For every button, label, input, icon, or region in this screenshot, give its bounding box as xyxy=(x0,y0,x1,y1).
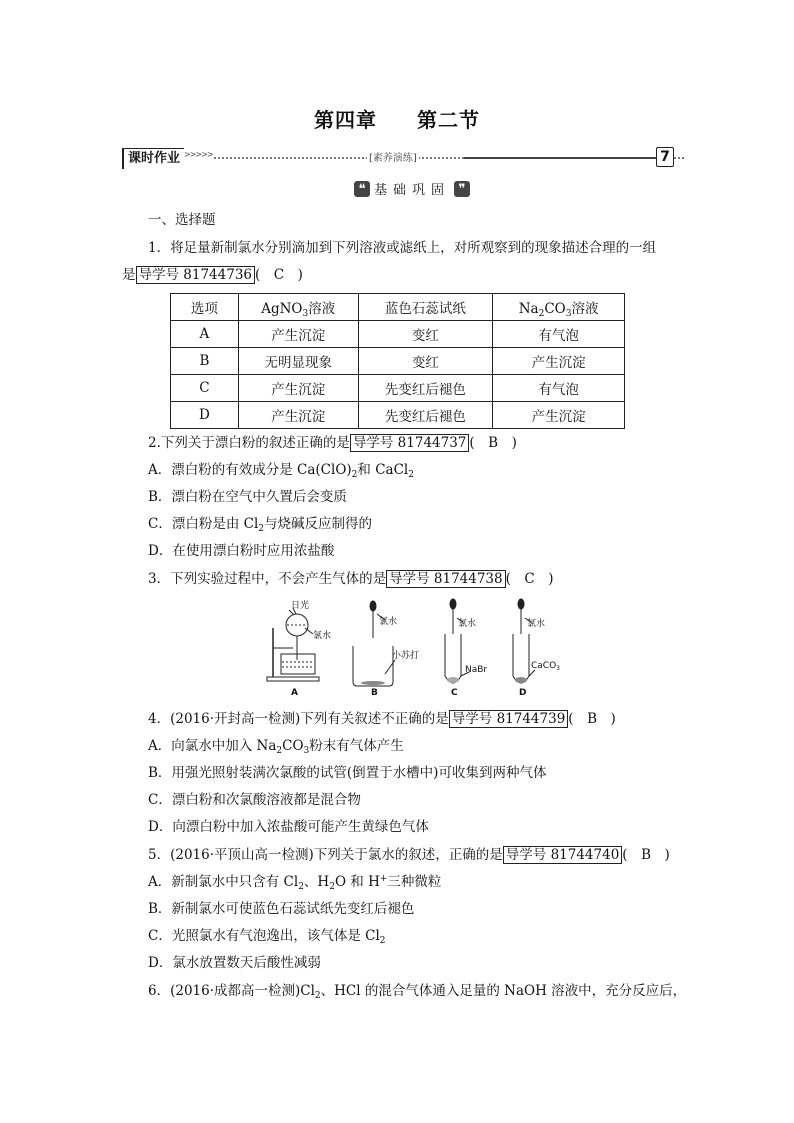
q2-answer: ( B ) xyxy=(469,435,517,451)
q5-option-a: A．新制氯水中只含有 $Cl_2$、$H_2O$ 和 H+三种微粒 xyxy=(148,874,442,892)
table-cell: 无明显现象 xyxy=(238,348,358,375)
fig-label-chlorine-water: 氯水 xyxy=(458,619,477,629)
fig-label-nabr: NaBr xyxy=(465,665,488,675)
q4-answer: ( B ) xyxy=(568,711,616,727)
quote-mark-icon: ❝ xyxy=(354,181,370,197)
table-header-cell: $Na_2CO_3$溶液 xyxy=(493,294,625,321)
q2-stem: 2.下列关于漂白粉的叙述正确的是 导学号 81744737 ( B ) xyxy=(148,435,517,451)
section-badge xyxy=(354,179,470,201)
table-cell: 产生沉淀 xyxy=(238,321,358,348)
q5-option-d: D．氯水放置数天后酸性减弱 xyxy=(148,955,321,971)
fig-label-chlorine-water: 氯水 xyxy=(527,619,546,629)
table-header-row xyxy=(171,294,625,321)
table-cell: A xyxy=(171,321,239,348)
homework-bar xyxy=(122,148,674,170)
table-row xyxy=(171,375,625,402)
part-heading: 一、选择题 xyxy=(148,212,216,228)
arrows-icon: >>>>> xyxy=(184,150,213,159)
q2-code: 导学号 81744737 xyxy=(350,434,470,452)
table-cell: 产生沉淀 xyxy=(238,375,358,402)
q5-stem: 5．(2016·平顶山高一检测)下列关于氯水的叙述，正确的是 导学号 81744740 ( B ) xyxy=(148,847,670,863)
table-cell: 先变红后褪色 xyxy=(358,375,493,402)
q4-stem: 4．(2016·开封高一检测)下列有关叙述不正确的是 导学号 81744739 ( B ) xyxy=(148,711,616,727)
lesson-number: 7 xyxy=(656,147,674,167)
table-cell: 产生沉淀 xyxy=(238,402,358,429)
chapter-title: 第四章 xyxy=(314,108,377,132)
section-badge-text: 基础巩固 xyxy=(374,183,451,198)
solid-divider xyxy=(464,157,674,159)
fig-label-chlorine-water: 氯水 xyxy=(313,631,332,641)
homework-label: 课时作业 xyxy=(122,148,184,169)
q1-line2 xyxy=(122,265,303,285)
table-row xyxy=(171,402,625,429)
table-header-cell: 蓝色石蕊试纸 xyxy=(358,294,493,321)
q6-stem: 6．(2016·成都高一检测)$Cl_2$、HCl 的混合气体通入足量的 NaOH 溶液中，充分反应后， xyxy=(148,983,687,1001)
quote-mark-icon: ❞ xyxy=(454,181,470,197)
q5-option-b: B．新制氯水可使蓝色石蕊试纸先变红后褪色 xyxy=(148,901,415,917)
table-header-cell: 选项 xyxy=(171,294,239,321)
q3-answer: ( C ) xyxy=(505,571,554,587)
q4-code: 导学号 81744739 xyxy=(449,710,569,728)
q4-option-b: B．用强光照射装满次氯酸的试管(倒置于水槽中)可收集到两种气体 xyxy=(148,765,547,781)
table-cell: 有气泡 xyxy=(493,321,625,348)
q2-option-d: D．在使用漂白粉时应用浓盐酸 xyxy=(148,543,335,559)
q2-option-a: A．漂白粉的有效成分是 $Ca(ClO)_2$和 CaCl$_2$ xyxy=(148,462,414,480)
options-table xyxy=(170,293,625,429)
q4-option-c: C．漂白粉和次氯酸溶液都是混合物 xyxy=(148,792,361,808)
q2-option-c: C．漂白粉是由 $Cl_2$与烧碱反应制得的 xyxy=(148,516,373,534)
practice-tag: [素养演练] xyxy=(367,149,419,164)
q3-code: 导学号 81744738 xyxy=(386,570,506,588)
q1-lead: 是 xyxy=(122,267,136,283)
table-cell: 变红 xyxy=(358,348,493,375)
experiment-figure xyxy=(265,598,565,698)
fig-label-b: B xyxy=(371,688,378,698)
section-title-heading: 第二节 xyxy=(417,108,480,132)
apparatus-a xyxy=(267,608,319,681)
q1-code: 导学号 81744736 xyxy=(136,266,256,284)
table-cell: 产生沉淀 xyxy=(493,348,625,375)
q1-line1: 1．将足量新制氯水分别滴加到下列溶液或滤纸上，对所观察到的现象描述合理的一组 xyxy=(148,240,657,256)
fig-label-caco3: CaCO$_3$ xyxy=(531,661,560,672)
q1-answer: ( C ) xyxy=(255,267,303,283)
table-cell: B xyxy=(171,348,239,375)
fig-label-baking-soda: 小苏打 xyxy=(392,651,420,661)
q5-answer: ( B ) xyxy=(622,847,670,863)
q3-stem: 3．下列实验过程中，不会产生气体的是 导学号 81744738 ( C ) xyxy=(148,571,554,587)
q2-option-b: B．漂白粉在空气中久置后会变质 xyxy=(148,489,347,505)
q5-code: 导学号 81744740 xyxy=(503,846,623,864)
fig-label-chlorine-water: 氯水 xyxy=(379,617,398,627)
table-header-cell: AgNO$_3$溶液 xyxy=(238,294,358,321)
table-cell: 有气泡 xyxy=(493,375,625,402)
apparatus-b xyxy=(353,601,398,686)
table-cell: 先变红后褪色 xyxy=(358,402,493,429)
q4-option-a: A．向氯水中加入 $Na_2CO_3$粉末有气体产生 xyxy=(148,738,404,756)
fig-label-c: C xyxy=(451,688,458,698)
table-cell: D xyxy=(171,402,239,429)
q4-option-d: D．向漂白粉中加入浓盐酸可能产生黄绿色气体 xyxy=(148,819,429,835)
table-cell: 变红 xyxy=(358,321,493,348)
fig-label-sunlight: 日光 xyxy=(291,601,310,611)
page-title xyxy=(0,104,794,133)
table-row xyxy=(171,348,625,375)
table-row xyxy=(171,321,625,348)
q5-option-c: C．光照氯水有气泡逸出，该气体是 $Cl_2$ xyxy=(148,928,386,946)
table-cell: 产生沉淀 xyxy=(493,402,625,429)
fig-label-d: D xyxy=(519,688,527,698)
fig-label-a: A xyxy=(291,688,298,698)
table-cell: C xyxy=(171,375,239,402)
